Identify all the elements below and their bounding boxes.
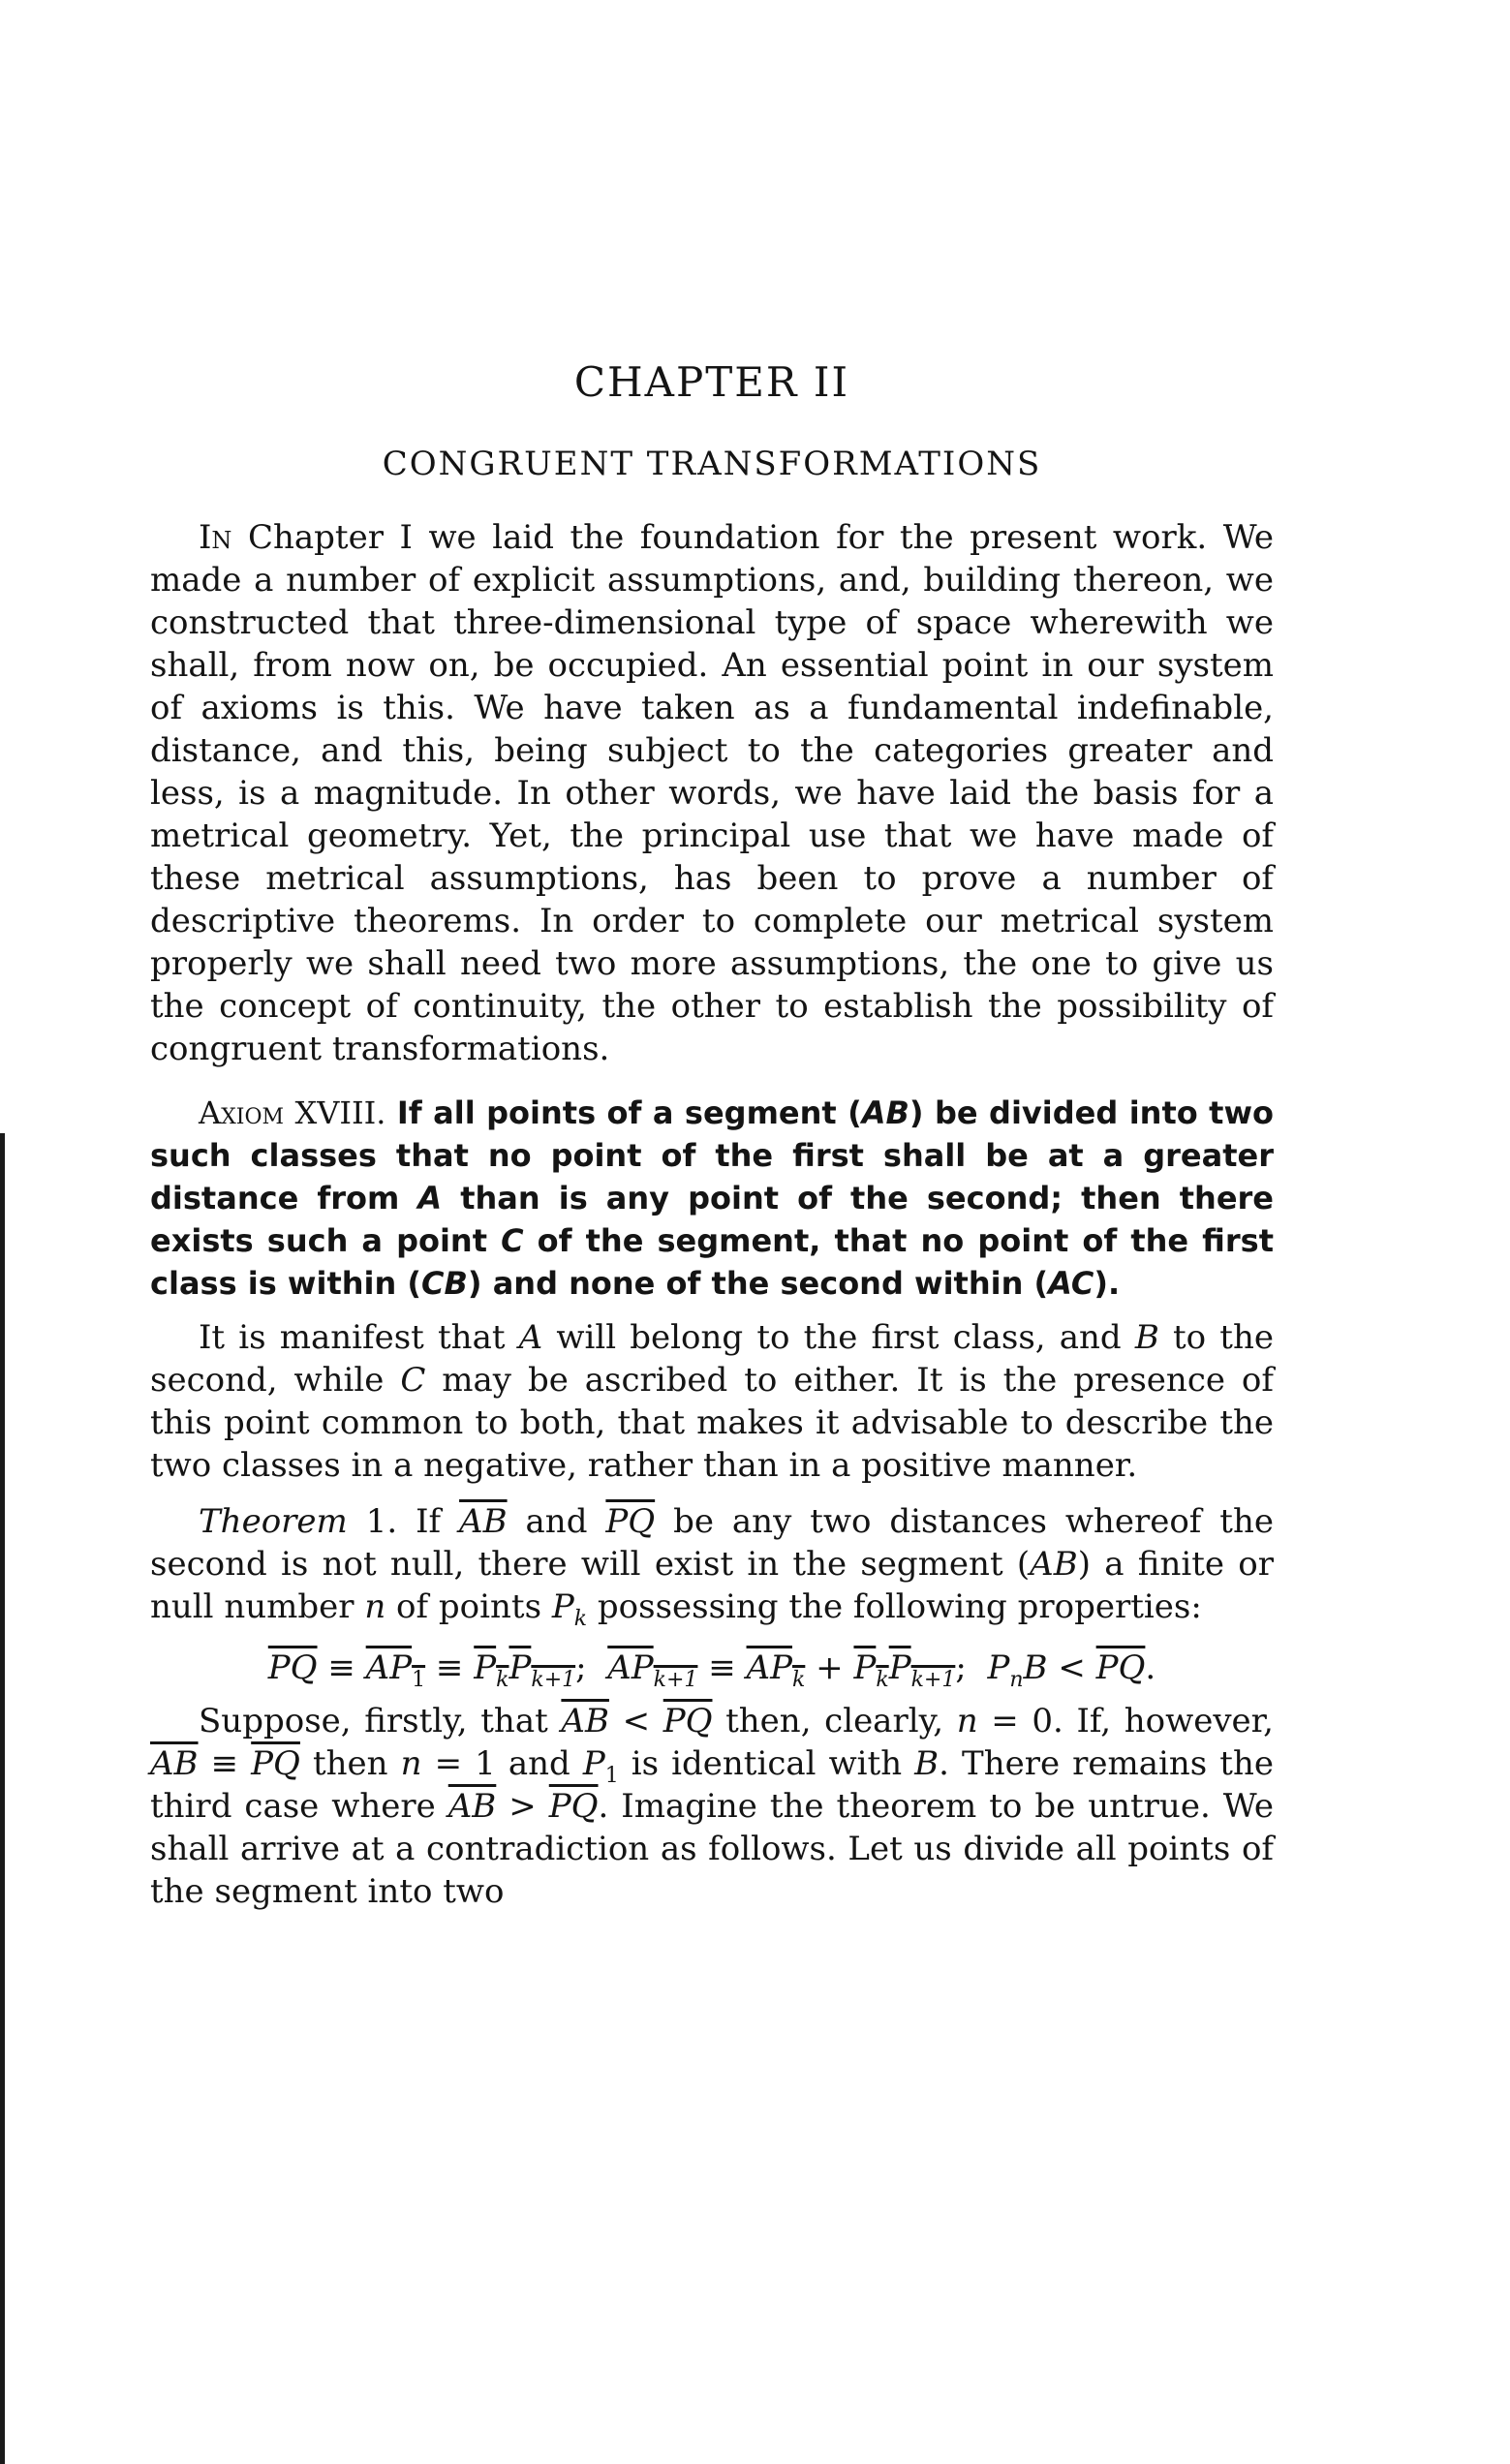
axiom-label: Axiom bbox=[199, 1094, 285, 1131]
scan-edge-shadow bbox=[0, 1133, 5, 2464]
theorem-1: Theorem 1. If $\overline{AB}$ and $\overline{PQ}$ be any two distances whereof the second is not null, there will exist in the segment (AB) a finite or null number n of points $P_k$ possessing the following properties: bbox=[150, 1502, 1274, 1631]
text-column bbox=[150, 358, 1274, 1926]
axiom-number: XVIII. bbox=[294, 1094, 386, 1131]
drop-lead: In bbox=[199, 518, 232, 557]
proof-paragraph: Suppose, firstly, that $\overline{AB} < \overline{PQ}$ then, clearly, n = 0. If, however, $\overline{AB} \equiv \overline{PQ}$ then n = 1 and $P_1$ is identical with B. There remains the third case where $\overline{AB} > \overline{PQ}$. Imagine the theorem to be untrue. We shall arrive at a contradiction as follows. Let us divide all points of the segment into two bbox=[150, 1702, 1275, 1911]
theorem-formula: $\overline{PQ} \equiv AP_1 \equiv P_kP_{k+1}$; $AP_{k+1} \equiv AP_k + P_kP_{k+1}$; $P_nB < \overline{PQ}$. bbox=[267, 1648, 1156, 1692]
theorem-number: 1. bbox=[365, 1502, 398, 1541]
chapter-number: CHAPTER II bbox=[573, 358, 850, 406]
theorem-label: Theorem bbox=[199, 1502, 348, 1541]
chapter-title: CONGRUENT TRANSFORMATIONS bbox=[382, 445, 1042, 483]
axiom-xviii: Axiom XVIII. If all points of a segment (AB) be divided into two such classes that no point of the first shall be at a greater distance from A than is any point of the second; then there exists such a point C of the segment, that no point of the first class is within (CB) and none of the second within (AC). bbox=[150, 1094, 1275, 1302]
intro-paragraph: In Chapter I we laid the foundation for the present work. We made a number of explicit assumptions, and, building thereon, we constructed that three-dimensional type of space wherewith we shall, from now on, be occupied. An essential point in our system of axioms is this. We have taken as a fundamental indefinable, distance, and this, being subject to the categories greater and less, is a magnitude. In other words, we have laid the basis for a metrical geometry. Yet, the principal use that we have made of these metrical assumptions, has been to prove a number of descriptive theorems. In order to complete our metrical system properly we shall need two more assumptions, the one to give us the concept of continuity, the other to establish the possibility of congruent transformations. bbox=[150, 518, 1274, 1068]
remark-paragraph: It is manifest that A will belong to the first class, and B to the second, while C may be ascribed to either. It is the presence of this point common to both, that makes it advisable to describe the two classes in a negative, rather than in a positive manner. bbox=[150, 1318, 1274, 1485]
